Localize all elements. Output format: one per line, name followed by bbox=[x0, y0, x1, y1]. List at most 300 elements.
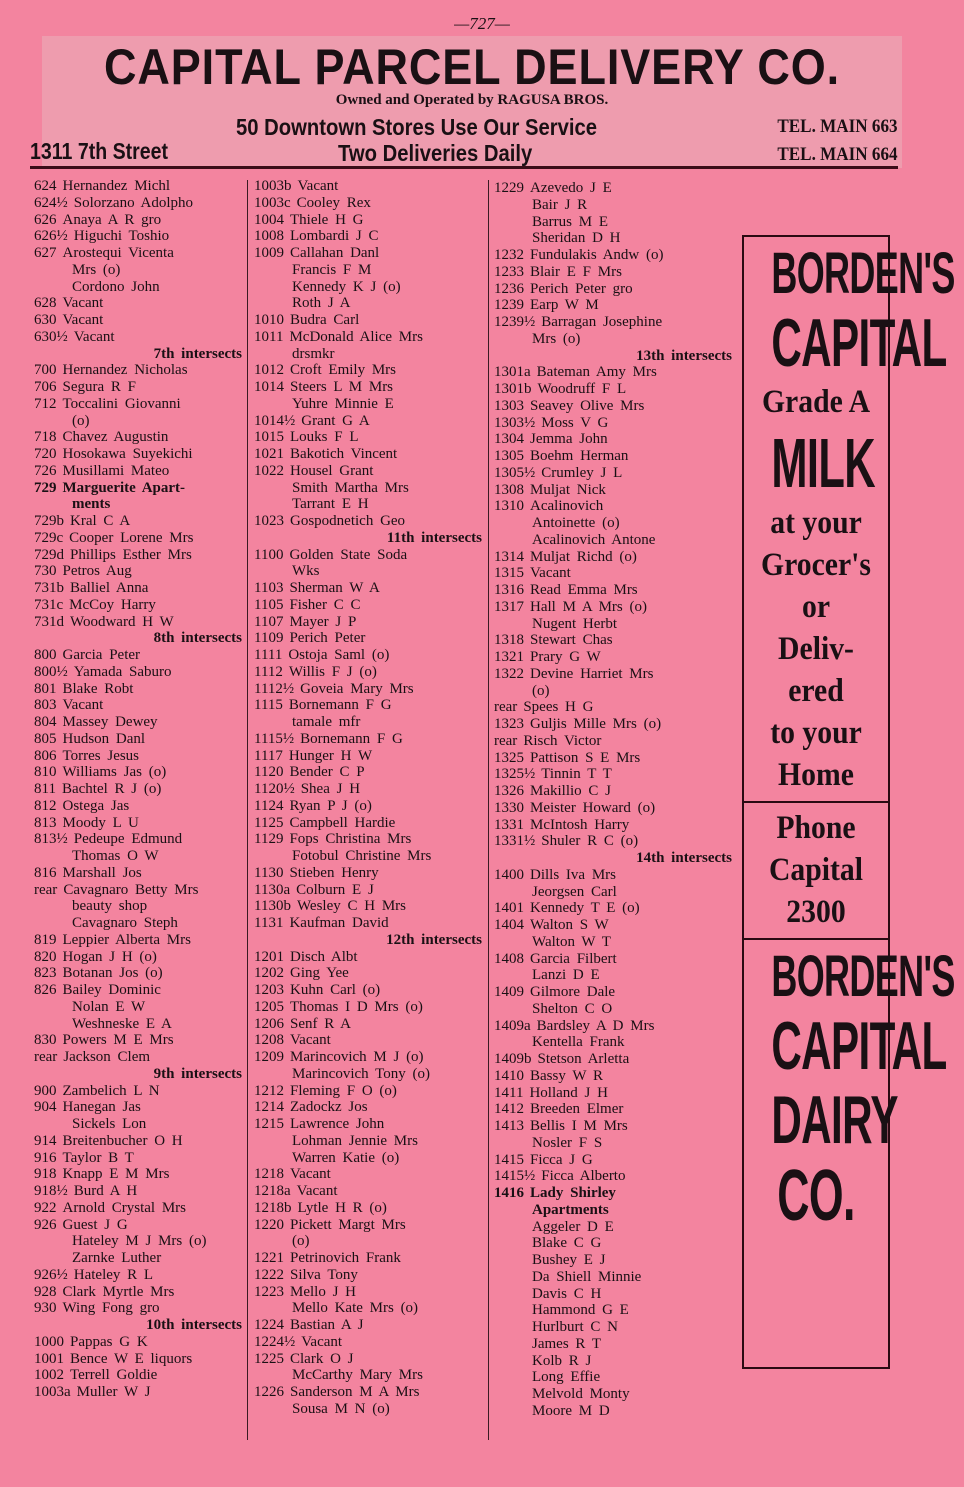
resident-name: Kentella Frank bbox=[532, 1034, 625, 1051]
resident-name: Massey Dewey bbox=[62, 714, 158, 730]
directory-entry bbox=[254, 295, 482, 312]
ad-milk: MILK bbox=[771, 424, 875, 502]
resident-name: Acalinovich bbox=[530, 498, 604, 515]
resident-name: Fundulakis Andw (o) bbox=[530, 247, 664, 263]
house-number: 1411 bbox=[494, 1084, 524, 1101]
directory-entry bbox=[254, 999, 482, 1016]
directory-entry bbox=[494, 364, 732, 381]
house-number: 1304 bbox=[494, 431, 524, 448]
directory-entry bbox=[34, 1384, 242, 1401]
directory-entry bbox=[254, 1300, 482, 1317]
directory-entry bbox=[34, 1284, 242, 1301]
resident-name: Breitenbucher O H bbox=[62, 1132, 183, 1149]
resident-name: Mello Kate Mrs (o) bbox=[292, 1300, 419, 1317]
house-number: 718 bbox=[34, 429, 57, 446]
resident-name: Bushey E J bbox=[532, 1252, 606, 1268]
directory-entry bbox=[34, 764, 242, 781]
resident-name: Williams Jas (o) bbox=[62, 764, 167, 781]
resident-name: Leppier Alberta Mrs bbox=[62, 931, 191, 948]
header-divider bbox=[30, 166, 898, 169]
house-number: 1003b bbox=[254, 178, 292, 194]
directory-entry bbox=[494, 1286, 732, 1303]
resident-name: Vacant bbox=[62, 697, 104, 714]
ad-at-your: at your bbox=[770, 505, 862, 541]
resident-name: Shuler R C (o) bbox=[541, 833, 639, 850]
house-number: 826 bbox=[34, 982, 57, 998]
directory-entry bbox=[494, 900, 732, 917]
directory-entry bbox=[494, 716, 732, 733]
directory-entry bbox=[494, 984, 732, 1001]
directory-entry bbox=[494, 1034, 732, 1051]
house-number: 1012 bbox=[254, 362, 284, 379]
resident-name: Devine Harriet Mrs bbox=[530, 665, 654, 682]
resident-name: beauty shop bbox=[72, 898, 148, 915]
house-number: 1112 bbox=[254, 663, 283, 680]
directory-entry bbox=[254, 915, 482, 932]
house-number: 1310 bbox=[494, 498, 524, 515]
resident-name: Bornemann F G bbox=[300, 730, 403, 747]
directory-entry bbox=[254, 513, 482, 530]
directory-entry bbox=[494, 967, 732, 984]
directory-entry bbox=[494, 1353, 732, 1370]
house-number: 1323 bbox=[494, 716, 524, 732]
directory-entry bbox=[254, 1150, 482, 1167]
directory-entry bbox=[254, 1083, 482, 1100]
house-number: 813 bbox=[34, 814, 57, 831]
resident-name: Perich Peter gro bbox=[530, 280, 633, 297]
resident-name: Boehm Herman bbox=[530, 448, 629, 464]
directory-entry bbox=[254, 413, 482, 430]
directory-entry bbox=[34, 647, 242, 664]
resident-name: Hunger H W bbox=[288, 747, 373, 764]
directory-entry bbox=[34, 1183, 242, 1200]
resident-name: Wesley C H Mrs bbox=[296, 898, 406, 915]
house-number: 1331 bbox=[494, 816, 524, 833]
directory-entry bbox=[494, 917, 732, 934]
street-intersection bbox=[494, 850, 732, 867]
house-number: 1303 bbox=[494, 397, 524, 414]
ad-divider bbox=[744, 801, 888, 803]
house-number: 1317 bbox=[494, 598, 524, 615]
column-divider bbox=[488, 180, 489, 1440]
resident-name: Warren Katie (o) bbox=[292, 1149, 400, 1166]
house-number: 1125 bbox=[254, 814, 284, 831]
house-number: 1305½ bbox=[494, 464, 536, 481]
directory-entry bbox=[254, 831, 482, 848]
directory-entry bbox=[494, 1235, 732, 1252]
resident-name: Bardsley A D Mrs bbox=[536, 1017, 655, 1034]
resident-name: Woodruff F L bbox=[537, 381, 627, 397]
directory-entry bbox=[34, 1016, 242, 1033]
resident-name: Hall M A Mrs (o) bbox=[530, 598, 647, 615]
directory-entry bbox=[34, 1267, 242, 1284]
resident-name: Musillami Mateo bbox=[62, 462, 170, 479]
resident-name: McCoy Harry bbox=[69, 596, 156, 613]
directory-entry bbox=[34, 882, 242, 899]
resident-name: Bair J R bbox=[532, 196, 588, 213]
resident-name: Moody L U bbox=[62, 814, 139, 831]
house-number: 1318 bbox=[494, 632, 524, 649]
house-number: 918½ bbox=[34, 1183, 68, 1199]
resident-name: Vacant bbox=[290, 1166, 331, 1183]
directory-entry bbox=[494, 1252, 732, 1269]
resident-name: Petrinovich Frank bbox=[290, 1250, 401, 1266]
directory-entry bbox=[254, 898, 482, 915]
resident-name: Sheridan D H bbox=[532, 230, 621, 247]
resident-name: Bender C P bbox=[289, 764, 365, 781]
header-service: 50 Downtown Stores Use Our Service bbox=[236, 114, 598, 140]
resident-name: Torres Jesus bbox=[62, 747, 140, 764]
house-number: 804 bbox=[34, 714, 57, 730]
directory-entry bbox=[494, 1202, 732, 1219]
resident-name: Callahan Danl bbox=[290, 245, 380, 261]
house-number: 928 bbox=[34, 1283, 57, 1300]
directory-entry bbox=[494, 281, 732, 298]
resident-name: Guest J G bbox=[62, 1216, 128, 1233]
house-number: 801 bbox=[34, 680, 57, 697]
house-number: 729b bbox=[34, 513, 64, 529]
directory-entry bbox=[34, 781, 242, 798]
resident-name: Nosler F S bbox=[532, 1134, 603, 1151]
house-number: 819 bbox=[34, 931, 57, 948]
resident-name: Aggeler D E bbox=[532, 1218, 614, 1235]
house-number: 1203 bbox=[254, 982, 284, 998]
street-intersection bbox=[34, 630, 242, 647]
directory-entry bbox=[254, 195, 482, 212]
house-number: 1115½ bbox=[254, 730, 295, 747]
resident-name: Pickett Margt Mrs bbox=[290, 1216, 406, 1233]
directory-entry bbox=[494, 750, 732, 767]
directory-entry bbox=[254, 1384, 482, 1401]
resident-name: Roth J A bbox=[292, 295, 351, 312]
resident-name: Perich Peter bbox=[289, 630, 366, 647]
house-number: 1223 bbox=[254, 1283, 284, 1300]
directory-entry bbox=[34, 329, 242, 346]
resident-name: Sousa M N (o) bbox=[292, 1400, 390, 1417]
resident-name: Wing Fong gro bbox=[62, 1300, 160, 1317]
house-number: 1004 bbox=[254, 211, 284, 228]
resident-name: Acalinovich Antone bbox=[532, 531, 656, 548]
resident-name: Steers L M Mrs bbox=[290, 379, 394, 395]
resident-name: Thomas I D Mrs (o) bbox=[290, 998, 423, 1015]
resident-name: Marincovich M J (o) bbox=[290, 1049, 424, 1065]
house-number: 1409 bbox=[494, 984, 524, 1000]
house-number: 1208 bbox=[254, 1032, 284, 1049]
house-number: 1224½ bbox=[254, 1333, 296, 1350]
house-number: 1236 bbox=[494, 280, 524, 297]
house-number: 729d bbox=[34, 546, 64, 563]
resident-name: Clark O J bbox=[290, 1350, 354, 1367]
resident-name: Muller W J bbox=[76, 1384, 151, 1400]
directory-entry bbox=[254, 463, 482, 480]
house-number: 1400 bbox=[494, 866, 524, 883]
resident-name: Jemma John bbox=[530, 431, 608, 448]
house-number: 630 bbox=[34, 312, 57, 328]
directory-entry bbox=[34, 1351, 242, 1368]
house-number: 1022 bbox=[254, 462, 284, 479]
resident-name: Nolan E W bbox=[72, 998, 146, 1015]
directory-column-1 bbox=[34, 178, 242, 1401]
directory-entry bbox=[254, 1016, 482, 1033]
resident-name: Long Effie bbox=[532, 1369, 601, 1386]
directory-entry bbox=[254, 781, 482, 798]
house-number: 805 bbox=[34, 730, 57, 747]
directory-entry bbox=[494, 783, 732, 800]
directory-entry bbox=[254, 882, 482, 899]
house-number: 1117 bbox=[254, 747, 283, 764]
resident-name: (o) bbox=[72, 412, 90, 429]
directory-entry bbox=[254, 329, 482, 346]
house-number: 1209 bbox=[254, 1049, 284, 1065]
directory-entry bbox=[34, 681, 242, 698]
house-number: 1214 bbox=[254, 1099, 284, 1116]
resident-name: Seavey Olive Mrs bbox=[530, 397, 645, 414]
ad-dairy: DAIRY bbox=[771, 1082, 898, 1158]
resident-name: Mrs (o) bbox=[72, 261, 121, 278]
resident-name: Bastian A J bbox=[290, 1317, 364, 1333]
house-number: 918 bbox=[34, 1166, 57, 1183]
directory-entry bbox=[34, 212, 242, 229]
resident-name: Chavez Augustin bbox=[62, 429, 169, 446]
directory-entry bbox=[254, 1267, 482, 1284]
house-number: 1011 bbox=[254, 328, 284, 345]
directory-entry bbox=[494, 565, 732, 582]
house-number: 1239½ bbox=[494, 314, 536, 330]
borden-milk-ad bbox=[742, 235, 955, 1369]
directory-entry bbox=[34, 831, 242, 848]
directory-entry bbox=[34, 547, 242, 564]
resident-name: 8th intersects bbox=[153, 630, 242, 647]
house-number: 729c bbox=[34, 529, 64, 546]
street-intersection bbox=[494, 348, 732, 365]
directory-entry bbox=[34, 731, 242, 748]
house-number: 1221 bbox=[254, 1250, 284, 1266]
resident-name: Vacant bbox=[301, 1333, 343, 1350]
house-number: 811 bbox=[34, 781, 56, 797]
header-daily: Two Deliveries Daily bbox=[338, 140, 533, 166]
house-number: 803 bbox=[34, 697, 57, 714]
house-number: 1308 bbox=[494, 481, 524, 498]
resident-name: Azevedo J E bbox=[530, 180, 612, 196]
street-intersection bbox=[254, 932, 482, 949]
directory-entry bbox=[254, 664, 482, 681]
resident-name: Taylor B T bbox=[62, 1149, 134, 1166]
house-number: 729 bbox=[34, 479, 57, 496]
directory-entry bbox=[34, 312, 242, 329]
resident-name: ments bbox=[72, 496, 111, 513]
resident-name: Lanzi D E bbox=[532, 967, 600, 984]
directory-entry bbox=[494, 549, 732, 566]
house-number: 1021 bbox=[254, 446, 284, 462]
resident-name: 12th intersects bbox=[386, 931, 482, 948]
directory-entry bbox=[34, 982, 242, 999]
directory-entry bbox=[34, 1250, 242, 1267]
resident-name: Hernandez Nicholas bbox=[62, 362, 188, 379]
house-number: 1201 bbox=[254, 948, 284, 965]
house-number: 700 bbox=[34, 362, 57, 379]
house-number: 1107 bbox=[254, 613, 284, 630]
directory-entry bbox=[254, 1133, 482, 1150]
directory-entry bbox=[254, 580, 482, 597]
resident-name: Stieben Henry bbox=[289, 864, 379, 881]
resident-name: Powers M E Mrs bbox=[62, 1032, 174, 1049]
resident-name: Lohman Jennie Mrs bbox=[292, 1132, 418, 1149]
directory-entry bbox=[34, 597, 242, 614]
directory-entry bbox=[254, 614, 482, 631]
resident-name: 9th intersects bbox=[153, 1065, 242, 1082]
resident-name: 10th intersects bbox=[146, 1317, 242, 1333]
resident-name: Zambelich L N bbox=[62, 1082, 160, 1099]
resident-name: Lytle H R (o) bbox=[297, 1199, 387, 1216]
house-number: 1225 bbox=[254, 1350, 284, 1367]
resident-name: Colburn E J bbox=[296, 881, 374, 898]
house-number: 1413 bbox=[494, 1118, 524, 1134]
house-number: 1129 bbox=[254, 831, 284, 848]
resident-name: Arnold Crystal Mrs bbox=[62, 1199, 186, 1216]
directory-entry bbox=[34, 965, 242, 982]
resident-name: Hateley R L bbox=[73, 1266, 154, 1283]
resident-name: Davis C H bbox=[532, 1285, 602, 1302]
directory-entry bbox=[34, 999, 242, 1016]
house-number: 930 bbox=[34, 1300, 57, 1317]
house-number: 1000 bbox=[34, 1333, 64, 1350]
resident-name: Hosokawa Suyekichi bbox=[62, 446, 193, 462]
house-number: 1239 bbox=[494, 297, 524, 314]
street-intersection bbox=[34, 1066, 242, 1083]
house-number: 1325½ bbox=[494, 766, 536, 783]
directory-entry bbox=[34, 1150, 242, 1167]
resident-name: Vacant bbox=[62, 295, 104, 312]
directory-entry bbox=[494, 616, 732, 633]
directory-entry bbox=[34, 898, 242, 915]
house-number: 1325 bbox=[494, 749, 524, 766]
house-number: 1326 bbox=[494, 783, 524, 799]
directory-entry bbox=[494, 498, 732, 515]
ad-to-your: to your bbox=[770, 715, 862, 751]
directory-entry bbox=[254, 1217, 482, 1234]
directory-entry bbox=[494, 1336, 732, 1353]
house-number: 627 bbox=[34, 245, 57, 261]
ad-or: or bbox=[801, 589, 831, 625]
directory-entry bbox=[254, 748, 482, 765]
resident-name: Tarrant E H bbox=[292, 496, 369, 513]
house-number: 630½ bbox=[34, 328, 68, 345]
resident-name: Crumley J L bbox=[541, 464, 623, 481]
house-number: 1218b bbox=[254, 1199, 292, 1216]
directory-entry bbox=[34, 1099, 242, 1116]
directory-entry bbox=[494, 699, 732, 716]
directory-entry bbox=[34, 815, 242, 832]
resident-name: Budra Carl bbox=[290, 312, 360, 328]
directory-entry bbox=[254, 1166, 482, 1183]
directory-entry bbox=[34, 1116, 242, 1133]
street-intersection bbox=[34, 346, 242, 363]
ad-grade: Grade A bbox=[761, 384, 871, 420]
house-number: 1120½ bbox=[254, 781, 295, 797]
resident-name: Nugent Herbt bbox=[532, 615, 618, 632]
directory-entry bbox=[494, 1051, 732, 1068]
resident-name: Vacant bbox=[290, 1032, 331, 1049]
resident-name: Vacant bbox=[530, 565, 571, 582]
resident-name: Croft Emily Mrs bbox=[290, 362, 396, 379]
directory-entry bbox=[494, 683, 732, 700]
resident-name: Ficca Alberto bbox=[541, 1168, 626, 1185]
resident-name: Fisher C C bbox=[289, 596, 361, 613]
directory-entry bbox=[254, 681, 482, 698]
directory-entry bbox=[254, 178, 482, 195]
directory-entry bbox=[494, 1319, 732, 1336]
directory-entry bbox=[254, 446, 482, 463]
house-number: 1014 bbox=[254, 379, 284, 395]
house-number: 914 bbox=[34, 1132, 57, 1149]
advertisement-header bbox=[30, 36, 902, 168]
directory-entry bbox=[254, 1200, 482, 1217]
house-number: 1002 bbox=[34, 1367, 64, 1384]
resident-name: Jackson Clem bbox=[63, 1049, 151, 1065]
resident-name: Ostega Jas bbox=[62, 797, 130, 814]
resident-name: Shea J H bbox=[300, 781, 361, 797]
resident-name: Meister Howard (o) bbox=[530, 799, 656, 816]
directory-entry bbox=[254, 1066, 482, 1083]
header-tel-2: TEL. MAIN 664 bbox=[777, 144, 898, 165]
directory-entry bbox=[494, 448, 732, 465]
house-number: 712 bbox=[34, 395, 57, 412]
house-number: 800 bbox=[34, 647, 57, 663]
resident-name: Willis F J (o) bbox=[288, 663, 377, 680]
house-number: 1130 bbox=[254, 864, 284, 881]
house-number: 812 bbox=[34, 797, 57, 814]
resident-name: Jeorgsen Carl bbox=[532, 883, 617, 900]
directory-entry bbox=[254, 965, 482, 982]
directory-entry bbox=[34, 262, 242, 279]
header-owned: Owned and Operated by RAGUSA BROS. bbox=[335, 92, 609, 108]
directory-entry bbox=[494, 532, 732, 549]
resident-name: Thiele H G bbox=[290, 211, 364, 228]
directory-entry bbox=[34, 580, 242, 597]
ad-co: CO. bbox=[777, 1156, 855, 1236]
resident-name: Garcia Peter bbox=[62, 647, 141, 663]
directory-entry bbox=[254, 1233, 482, 1250]
resident-name: Smith Martha Mrs bbox=[292, 479, 409, 496]
resident-name: Kolb R J bbox=[532, 1352, 592, 1369]
house-number: 1130a bbox=[254, 881, 291, 898]
directory-entry bbox=[494, 1369, 732, 1386]
resident-name: Risch Victor bbox=[523, 732, 602, 749]
directory-entry bbox=[254, 1099, 482, 1116]
house-number: 624 bbox=[34, 178, 57, 194]
directory-entry bbox=[34, 932, 242, 949]
resident-name: Kennedy K J (o) bbox=[292, 278, 401, 295]
directory-entry bbox=[254, 1032, 482, 1049]
house-number: 1410 bbox=[494, 1067, 524, 1084]
directory-entry bbox=[254, 312, 482, 329]
resident-name: Moss V G bbox=[541, 414, 609, 431]
resident-name: Fops Christina Mrs bbox=[289, 831, 412, 848]
resident-name: Clark Myrtle Mrs bbox=[62, 1283, 175, 1300]
ad-brand-2: BORDEN'S bbox=[771, 944, 955, 1009]
resident-name: Hanegan Jas bbox=[62, 1099, 141, 1116]
header-tel-1: TEL. MAIN 663 bbox=[777, 116, 898, 137]
house-number: 1305 bbox=[494, 448, 524, 464]
house-number: 1408 bbox=[494, 950, 524, 967]
directory-column-3 bbox=[494, 180, 732, 1420]
house-number: 730 bbox=[34, 563, 57, 580]
directory-entry bbox=[254, 1284, 482, 1301]
house-number: 626½ bbox=[34, 228, 68, 245]
resident-name: Bailey Dominic bbox=[62, 982, 161, 998]
house-number: 1331½ bbox=[494, 833, 536, 850]
resident-name: Kuhn Carl (o) bbox=[290, 982, 381, 998]
